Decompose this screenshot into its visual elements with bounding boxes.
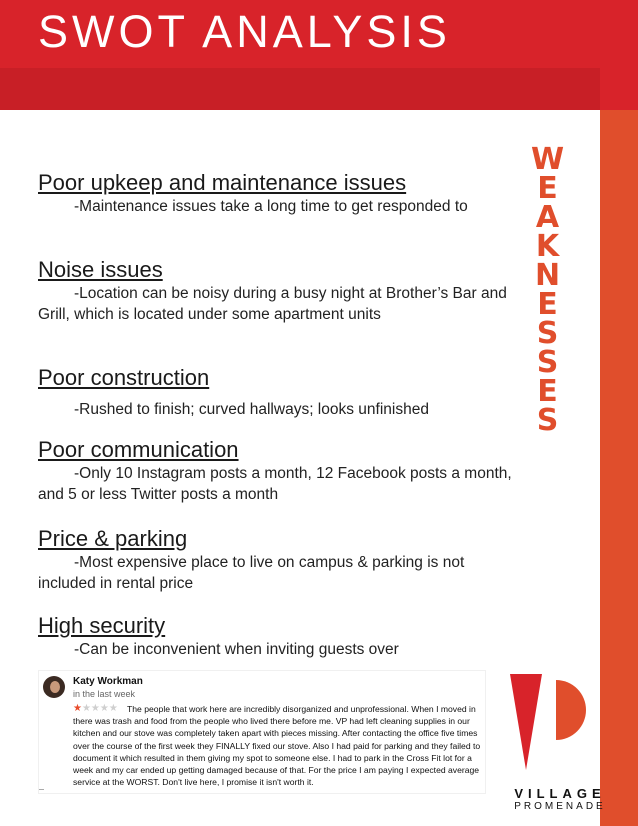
- village-promenade-logo: [500, 670, 620, 810]
- section-description: -Maintenance issues take a long time to get responded to: [74, 198, 468, 215]
- avatar: [43, 676, 65, 698]
- section-description: -Rushed to finish; curved hallways; looks unfinished: [74, 401, 429, 418]
- section-title: High security: [38, 613, 166, 638]
- logo-mark-icon: [500, 670, 620, 782]
- section-description: -Location can be noisy during a busy night at Brother’s Bar and Grill, which is located under some apartment units: [38, 285, 507, 323]
- review-text: The people that work here are incredibly disorganized and unprofessional. When I moved in there was trash and food from the people who lived there before me. VP had left cleaning supplies in our kitchen and our stove was completely taken apart with pieces missing. After contacting the office five times over the course of the first week they FINALLY fixed our stove. Also I had paid for parking and they failed to document it which resulted in them giving my spot to someone else. I had to park in the Cross Fit lot for a week and my car ended up getting damaged because of that. For the price I am paying I expected average service at the WORST. Don't live here, I promise it isn't worth it.: [73, 704, 481, 788]
- section-upkeep: [38, 170, 513, 217]
- section-noise: [38, 257, 513, 325]
- section-price-parking: [38, 526, 513, 594]
- logo-subtitle: PROMENADE: [514, 801, 606, 812]
- section-title: Poor communication: [38, 437, 239, 462]
- section-description: -Can be inconvenient when inviting guests over: [74, 641, 399, 658]
- header-band: [0, 68, 600, 110]
- header-banner: [0, 0, 600, 110]
- star-empty-icon: ★★★★: [81, 703, 118, 714]
- side-accent-bar-top: [600, 0, 638, 110]
- reviewer-name: Katy Workman: [73, 676, 143, 687]
- review-card: [38, 670, 486, 794]
- section-description: -Only 10 Instagram posts a month, 12 Facebook posts a month, and 5 or less Twitter posts a month: [38, 465, 512, 503]
- section-title: Poor construction: [38, 365, 210, 390]
- section-security: [38, 613, 513, 660]
- avatar-face: [50, 681, 60, 693]
- section-description: -Most expensive place to live on campus & parking is not included in rental price: [38, 554, 465, 592]
- section-construction: [38, 365, 513, 420]
- logo-wordmark: VILLAGE: [514, 786, 606, 801]
- section-title: Poor upkeep and maintenance issues: [38, 170, 407, 195]
- divider: [39, 789, 44, 790]
- page-title: SWOT ANALYSIS: [38, 6, 451, 57]
- star-filled-icon: ★: [73, 703, 82, 714]
- weaknesses-vertical-label: WEAKNESSES: [530, 142, 565, 432]
- section-title: Noise issues: [38, 257, 163, 282]
- section-communication: [38, 437, 513, 505]
- section-title: Price & parking: [38, 526, 188, 551]
- review-time: in the last week: [73, 689, 136, 699]
